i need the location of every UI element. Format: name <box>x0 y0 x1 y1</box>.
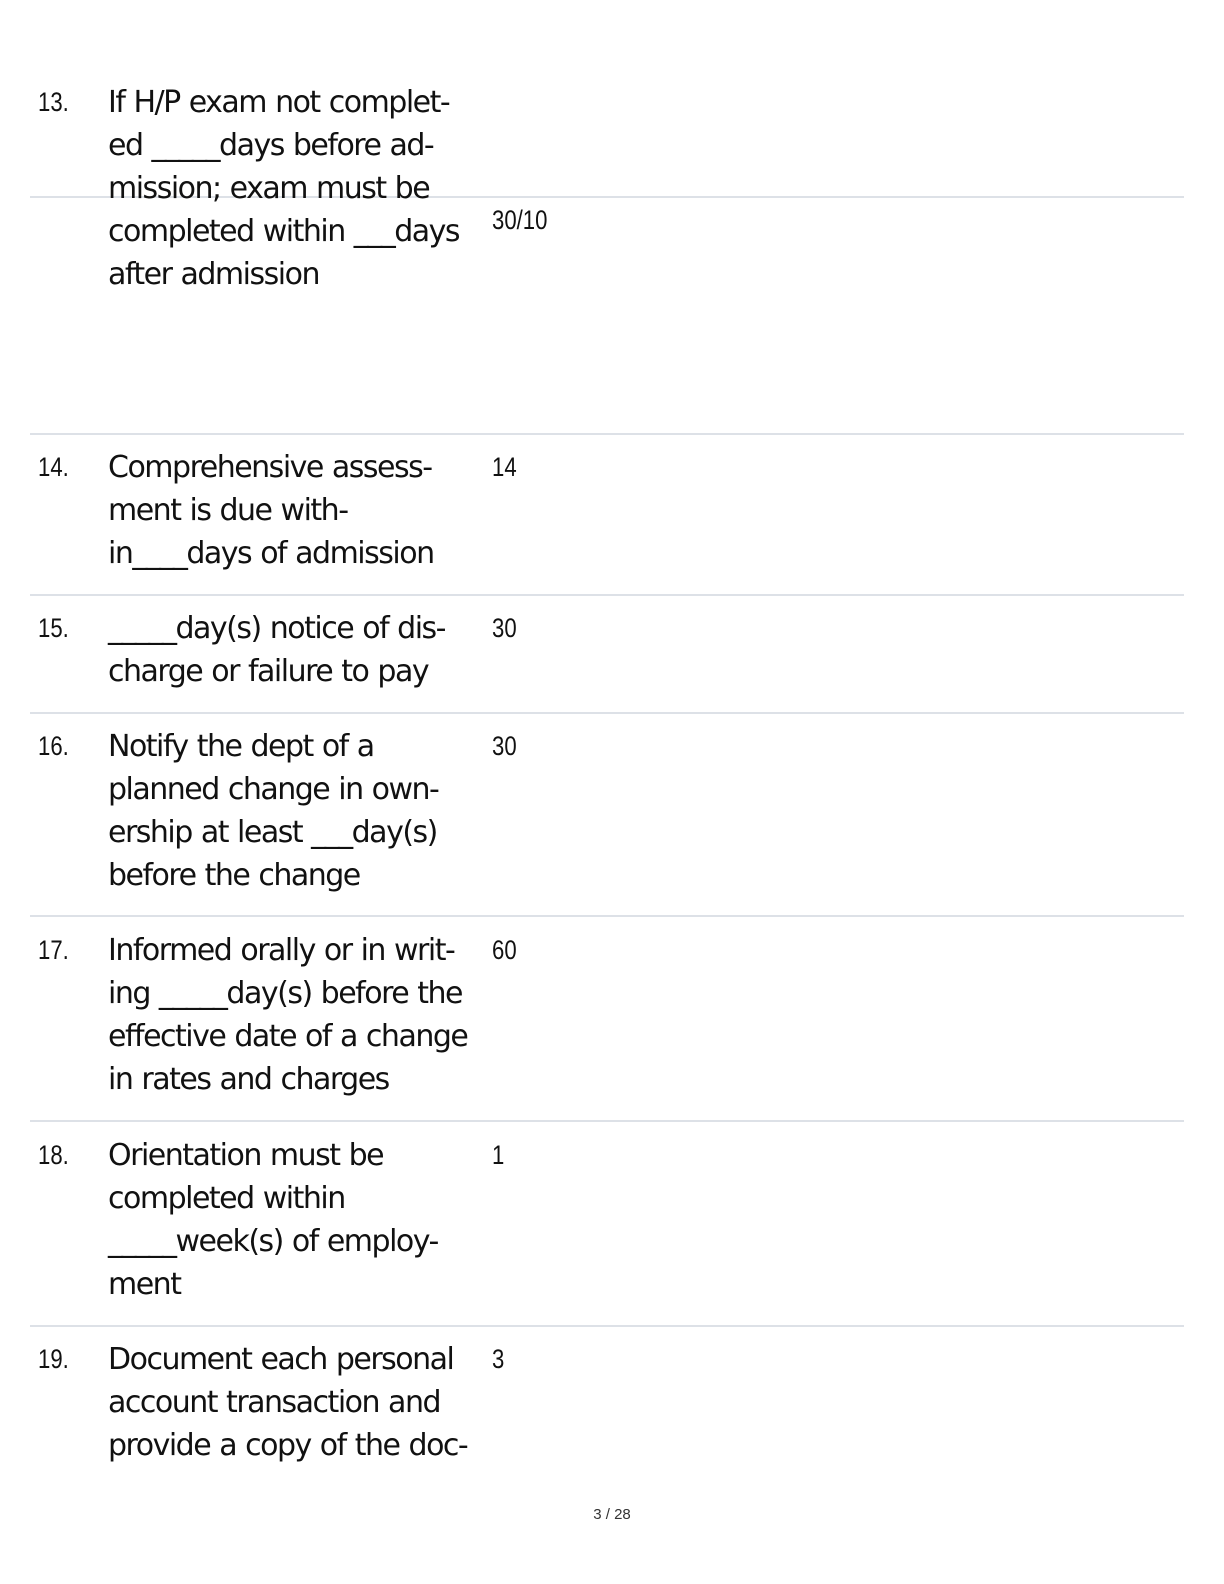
question-number: 15. <box>38 613 69 643</box>
question-line: ment is due with- <box>108 493 348 528</box>
question-line: before the change <box>108 858 360 893</box>
question-line: charge or failure to pay <box>108 654 429 689</box>
question-line: If H/P exam not complet- <box>108 85 450 120</box>
question-line: _____week(s) of employ- <box>108 1224 438 1259</box>
row-divider <box>30 594 1184 596</box>
question-number: 14. <box>38 452 69 482</box>
question-line: completed within ___days <box>108 214 460 249</box>
question-line: ed _____days before ad- <box>108 128 434 163</box>
row-divider <box>30 433 1184 435</box>
question-number: 19. <box>38 1344 69 1374</box>
answer-value: 1 <box>492 1140 505 1170</box>
question-line: Informed orally or in writ- <box>108 933 455 968</box>
question-number: 13. <box>38 87 69 117</box>
question-line: in____days of admission <box>108 536 434 571</box>
answer-value: 14 <box>492 452 517 482</box>
question-text <box>108 81 486 296</box>
question-line: account transaction and <box>108 1385 440 1420</box>
question-number: 17. <box>38 935 69 965</box>
row-divider <box>30 712 1184 714</box>
question-line: mission; exam must be <box>108 171 430 206</box>
question-line: ership at least ___day(s) <box>108 815 437 850</box>
question-line: Orientation must be <box>108 1138 384 1173</box>
question-number: 16. <box>38 731 69 761</box>
answer-value: 30 <box>492 613 517 643</box>
question-line: _____day(s) notice of dis- <box>108 611 445 646</box>
answer-value: 30 <box>492 731 517 761</box>
question-line: Comprehensive assess- <box>108 450 432 485</box>
question-line: completed within <box>108 1181 345 1216</box>
question-line: effective date of a change <box>108 1019 468 1054</box>
question-text <box>108 1338 486 1467</box>
question-number: 18. <box>38 1140 69 1170</box>
answer-value: 30/10 <box>492 205 548 235</box>
question-line: ment <box>108 1267 181 1302</box>
row-divider <box>30 1120 1184 1122</box>
question-line: provide a copy of the doc- <box>108 1428 468 1463</box>
question-line: Notify the dept of a <box>108 729 374 764</box>
question-text <box>108 446 486 575</box>
question-line: planned change in own- <box>108 772 439 807</box>
question-text <box>108 607 486 693</box>
question-text <box>108 1134 486 1306</box>
question-line: after admission <box>108 257 319 292</box>
question-line: Document each personal <box>108 1342 454 1377</box>
row-divider <box>30 915 1184 917</box>
row-divider <box>30 1325 1184 1327</box>
question-line: ing _____day(s) before the <box>108 976 462 1011</box>
answer-value: 60 <box>492 935 517 965</box>
question-text <box>108 929 486 1101</box>
question-text <box>108 725 486 897</box>
question-line: in rates and charges <box>108 1062 389 1097</box>
page-number: 3 / 28 <box>593 1506 631 1523</box>
answer-value: 3 <box>492 1344 505 1374</box>
